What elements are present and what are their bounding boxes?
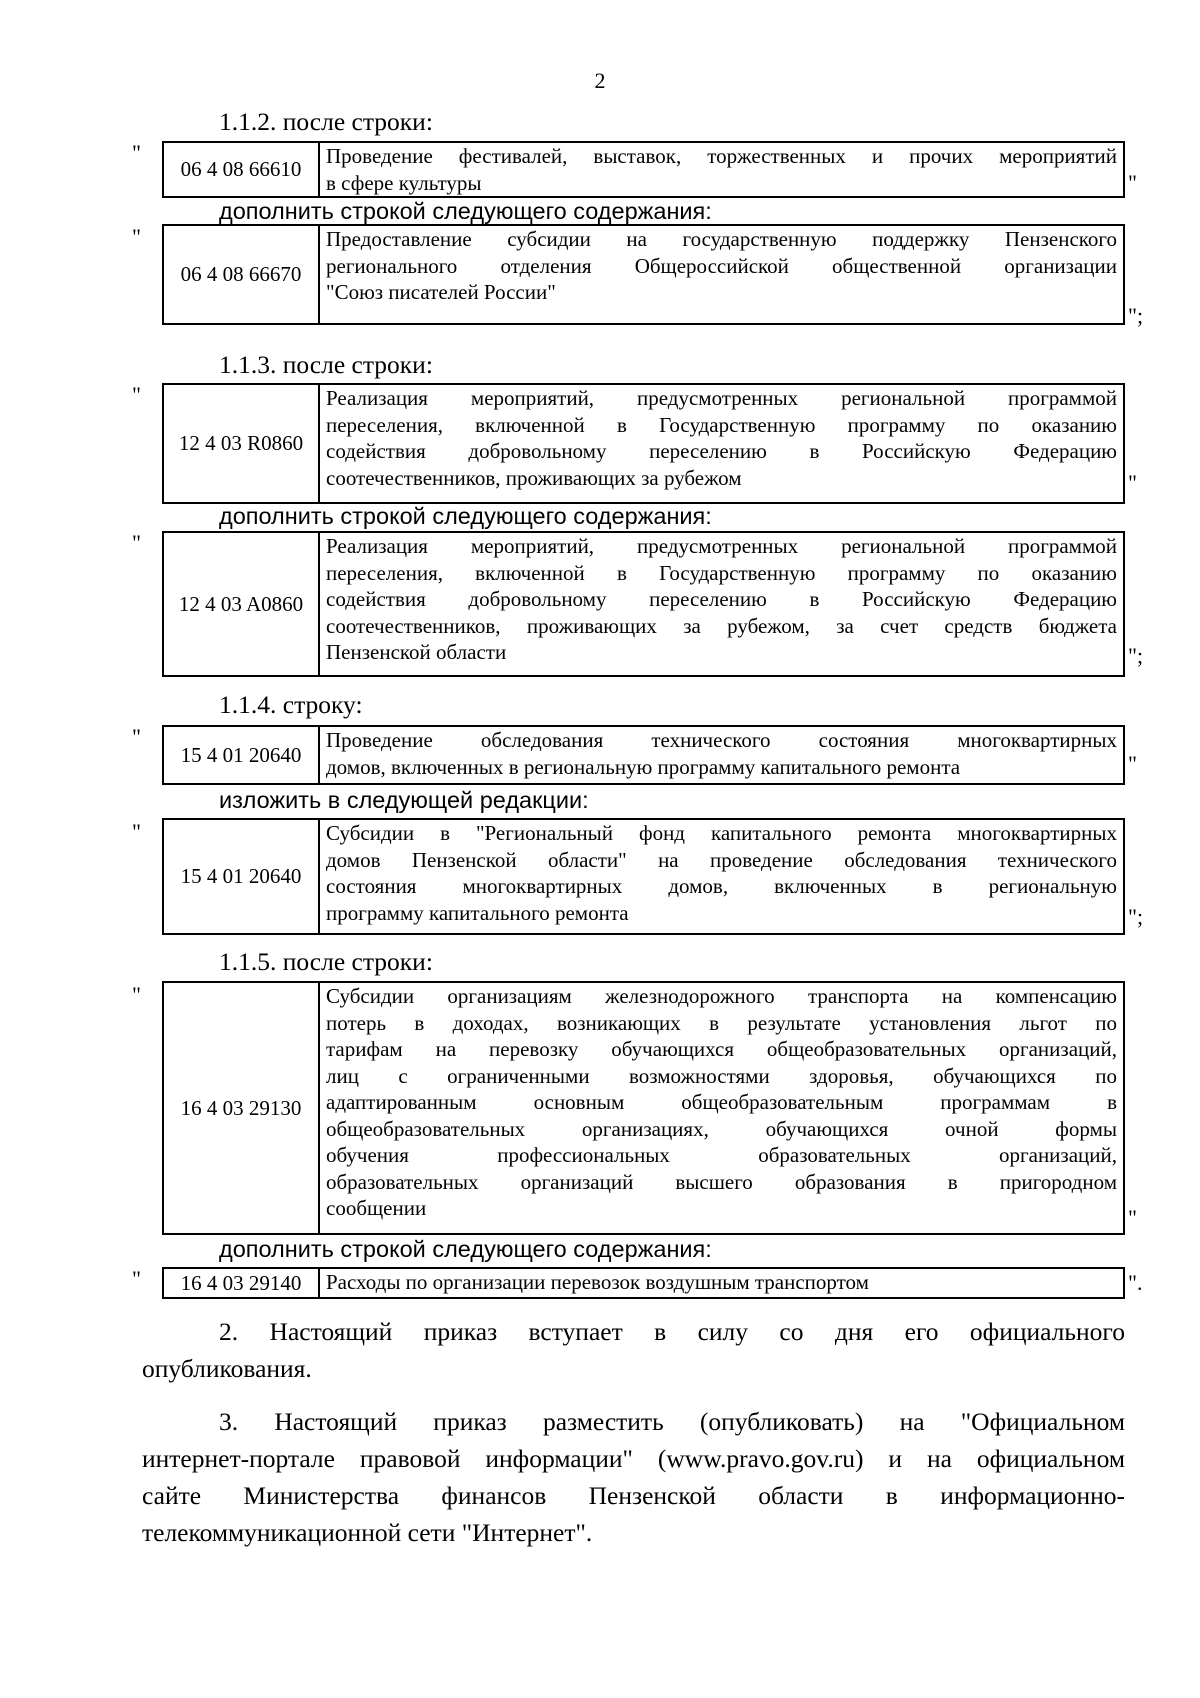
page-number: 2 [594, 68, 606, 93]
budget-code: 06 4 08 66670 [163, 225, 319, 324]
description-line: соотечественников, проживающих за рубежом [326, 465, 742, 490]
description-line: состояния многоквартирных домов, включенных в региональную [326, 874, 1117, 898]
paragraph-line: 3. Настоящий приказ разместить (опубликовать) на "Официальном [219, 1407, 1125, 1436]
description-line: общеобразовательных организациях, обучающихся очной формы [326, 1116, 1117, 1141]
section-caption: дополнить строкой следующего содержания: [219, 1236, 712, 1262]
description-line: Расходы по организации перевозок воздушным транспортом [326, 1270, 869, 1294]
budget-row-table [162, 725, 1125, 785]
description-line: Реализация мероприятий, предусмотренных региональной программой [326, 534, 1117, 558]
description-line: Реализация мероприятий, предусмотренных региональной программой [326, 386, 1117, 410]
description-line: содействия добровольному переселению в Российскую Федерацию [326, 439, 1117, 463]
budget-description [319, 532, 1124, 676]
description-line: потерь в доходах, возникающих в результате установления льгот по [326, 1010, 1117, 1035]
description-line: тарифам на перевозку обучающихся общеобразовательных организаций, [326, 1037, 1117, 1061]
close-quote: "; [1128, 303, 1144, 328]
budget-code: 15 4 01 20640 [163, 819, 319, 934]
budget-row-table [162, 818, 1125, 935]
budget-description [319, 982, 1124, 1234]
budget-description [319, 225, 1124, 324]
close-quote: "; [1128, 904, 1144, 929]
description-line: образовательных организаций высшего образования в пригородном [326, 1169, 1117, 1194]
description-line: Предоставление субсидии на государственную поддержку Пензенского [326, 227, 1117, 251]
open-quote: " [132, 724, 141, 749]
description-line: переселения, включенной в Государственную программу по оказанию [326, 412, 1117, 437]
description-line: Проведение фестивалей, выставок, торжественных и прочих мероприятий [326, 144, 1117, 168]
open-quote: " [132, 982, 141, 1007]
close-quote: " [1128, 751, 1137, 776]
budget-row-table [162, 1267, 1125, 1299]
paragraph-line: опубликования. [142, 1354, 312, 1383]
description-line: регионального отделения Общероссийской общественной организации [326, 253, 1117, 278]
budget-code: 16 4 03 29140 [163, 1268, 319, 1298]
budget-description [319, 1268, 1124, 1298]
paragraph-line: 2. Настоящий приказ вступает в силу со дня его официального [219, 1317, 1125, 1346]
budget-row-table [162, 981, 1125, 1235]
budget-row-table [162, 383, 1125, 504]
description-line: содействия добровольному переселению в Российскую Федерацию [326, 587, 1117, 611]
close-quote: " [1128, 470, 1137, 495]
section-caption: 1.1.3. после строки: [219, 350, 433, 379]
body-paragraph [142, 1313, 1125, 1387]
section-caption: 1.1.5. после строки: [219, 947, 433, 976]
close-quote: ". [1128, 1270, 1143, 1295]
close-quote: "; [1128, 643, 1144, 668]
open-quote: " [132, 140, 141, 165]
budget-code: 12 4 03 A0860 [163, 532, 319, 676]
section-caption: изложить в следующей редакции: [219, 787, 589, 813]
budget-row-table [162, 141, 1125, 198]
description-line: соотечественников, проживающих за рубежом, за счет средств бюджета [326, 613, 1117, 638]
section-caption: дополнить строкой следующего содержания: [219, 198, 712, 224]
description-line: переселения, включенной в Государственную программу по оказанию [326, 560, 1117, 585]
paragraph-line: интернет-портале правовой информации" (www.pravo.gov.ru) и на официальном [142, 1444, 1125, 1473]
budget-code: 15 4 01 20640 [163, 726, 319, 784]
body-paragraph [142, 1403, 1125, 1551]
description-line: "Союз писателей России" [326, 280, 556, 304]
description-line: адаптированным основным общеобразовательным программам в [326, 1090, 1117, 1114]
open-quote: " [132, 1266, 141, 1291]
paragraph-line: телекоммуникационной сети "Интернет". [142, 1518, 593, 1547]
budget-description [319, 142, 1124, 197]
description-line: программу капитального ремонта [326, 900, 629, 925]
description-line: Субсидии в "Региональный фонд капитального ремонта многоквартирных [326, 821, 1117, 845]
budget-code: 16 4 03 29130 [163, 982, 319, 1234]
description-line: обучения профессиональных образовательных организаций, [326, 1143, 1117, 1167]
description-line: домов Пензенской области" на проведение обследования технического [326, 847, 1117, 872]
close-quote: " [1128, 1205, 1137, 1230]
open-quote: " [132, 530, 141, 555]
description-line: домов, включенных в региональную программу капитального ремонта [326, 754, 961, 779]
description-line: Пензенской области [326, 640, 507, 664]
description-line: Субсидии организациям железнодорожного транспорта на компенсацию [326, 984, 1117, 1008]
close-quote: " [1128, 170, 1137, 195]
open-quote: " [132, 819, 141, 844]
budget-code: 12 4 03 R0860 [163, 384, 319, 503]
section-caption: дополнить строкой следующего содержания: [219, 503, 712, 529]
description-line: в сфере культуры [326, 170, 482, 195]
budget-row-table [162, 531, 1125, 677]
section-caption: 1.1.4. строку: [219, 690, 363, 719]
budget-description [319, 726, 1124, 784]
budget-code: 06 4 08 66610 [163, 142, 319, 197]
paragraph-line: сайте Министерства финансов Пензенской области в информационно- [142, 1481, 1125, 1510]
budget-row-table [162, 224, 1125, 325]
description-line: лиц с ограниченными возможностями здоровья, обучающихся по [326, 1063, 1117, 1088]
description-line: Проведение обследования технического состояния многоквартирных [326, 728, 1117, 752]
open-quote: " [132, 224, 141, 249]
budget-description [319, 384, 1124, 503]
description-line: сообщении [326, 1196, 427, 1220]
section-caption: 1.1.2. после строки: [219, 107, 433, 136]
open-quote: " [132, 382, 141, 407]
budget-description [319, 819, 1124, 934]
